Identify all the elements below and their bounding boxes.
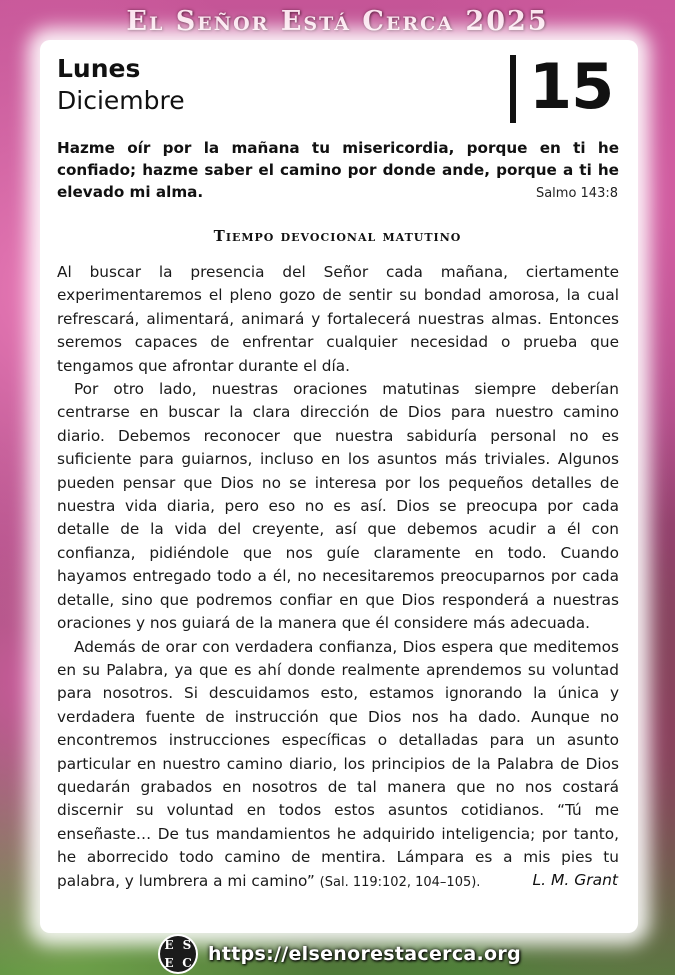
month-name: Diciembre	[57, 86, 185, 115]
scripture-citation: (Sal. 119:102, 104–105).	[319, 874, 481, 890]
esec-logo	[160, 936, 196, 972]
website-link[interactable]: https://elsenorestacerca.org	[208, 943, 521, 965]
day-name: Lunes	[57, 54, 141, 83]
paragraph	[57, 636, 619, 894]
paragraph	[57, 378, 619, 635]
paragraph-text: Además de orar con verdadera confianza, Dios espera que meditemos en su Palabra, ya que es ahí donde realmente aprendemos su voluntad para nosotros. Si descuidamos esto, estamos ignorando la única y verdadera fuente de instrucción que Dios nos ha dado. Aunque no encontremos instrucciones específicas o detalladas para un asunto particular en nuestro camino diario, los principios de la Palabra de Dios quedarán grabados en nosotros de tal manera que no nos costará discernir su voluntad en todos estos asuntos cotidianos. “Tú me enseñaste… De tus mandamientos he adquirido inteligencia; por tanto, he aborrecido todo camino de mentira. Lámpara es a mis pies tu palabra, y lumbrera a mi camino”	[57, 637, 619, 890]
paragraph-text: Por otro lado, nuestras oraciones matutinas siempre deberían centrarse en buscar la clara dirección de Dios para nuestro camino diario. Debemos reconocer que nuestra sabiduría personal no es suficiente para guiarnos, incluso en los asuntos más triviales. Algunos pueden pensar que Dios no se interesa por los pequeños detalles de nuestra vida diaria, pero eso no es así. Dios se preocupa por cada detalle de la vida del creyente, así que debemos acudir a él con confianza, pidiéndole que nos guíe claramente en todo. Cuando hayamos entregado todo a él, no necesitaremos preocuparnos por cada detalle, sino que podremos confiar en que Dios responderá a nuestras oraciones y nos guiará de la manera que él considere más adecuada.	[57, 380, 619, 633]
logo-letter: E	[164, 938, 174, 952]
logo-letter: C	[182, 956, 192, 970]
footer	[160, 934, 521, 974]
section-title: Tiempo devocional matutino	[213, 227, 462, 245]
logo-letter: E	[164, 956, 174, 970]
book-title: El Señor Está Cerca 2025	[126, 6, 549, 37]
devotional-body	[57, 261, 619, 894]
date-divider	[510, 55, 516, 123]
author-name: L. M. Grant	[532, 871, 618, 889]
verse-text: Hazme oír por la mañana tu misericordia, porque en ti he confiado; hazme saber el camino por donde ande, porque a ti he elevado mi alma.	[57, 139, 619, 201]
logo-letter: S	[182, 938, 192, 952]
verse-reference: Salmo 143:8	[535, 186, 618, 201]
day-number: 15	[529, 50, 614, 123]
paragraph: Al buscar la presencia del Señor cada mañana, ciertamente experimentaremos el pleno gozo de sentir su bondad amorosa, la cual refrescará, alimentará, animará y fortalecerá nuestras almas. Entonces seremos capaces de enfrentar cualquier necesidad o prueba que tengamos que afrontar durante el día.	[57, 263, 619, 375]
